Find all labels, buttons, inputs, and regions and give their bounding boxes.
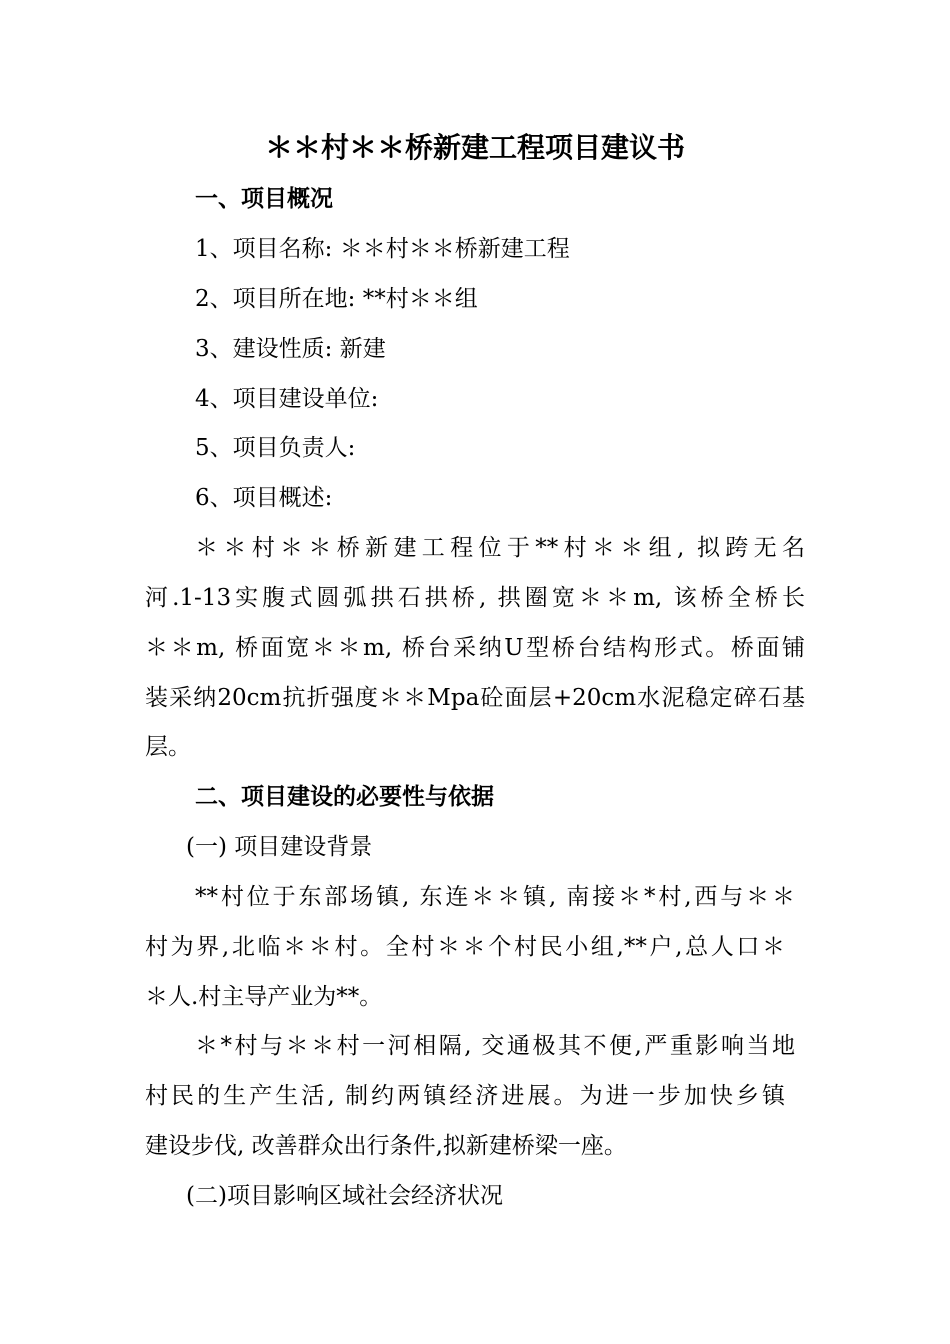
- overview-line: 装采纳20cm抗折强度＊＊Mpa砼面层+20cm水泥稳定碎石基: [145, 685, 805, 711]
- background-line: ＊*村与＊＊村一河相隔, 交通极其不便,严重影响当地: [195, 1033, 795, 1059]
- overview-line: 层。: [145, 734, 191, 760]
- section-heading-overview: 一、项目概况: [195, 186, 333, 212]
- background-line: 建设步伐, 改善群众出行条件,拟新建桥梁一座。: [145, 1133, 627, 1159]
- overview-line: 河.1-13实腹式圆弧拱石拱桥, 拱圈宽＊＊m, 该桥全桥长: [145, 585, 805, 611]
- subsection-heading-socioeconomic: (二)项目影响区域社会经济状况: [186, 1183, 503, 1209]
- background-line: 村民的生产生活, 制约两镇经济进展。为进一步加快乡镇: [145, 1083, 785, 1109]
- item-construction-nature: 3、建设性质: 新建: [195, 336, 386, 362]
- item-construction-unit: 4、项目建设单位:: [195, 386, 379, 412]
- section-heading-necessity: 二、项目建设的必要性与依据: [195, 784, 494, 810]
- item-project-location: 2、项目所在地: **村＊＊组: [195, 286, 478, 312]
- item-project-overview-label: 6、项目概述:: [195, 485, 333, 511]
- background-line: ＊人.村主导产业为**。: [145, 984, 383, 1010]
- overview-line: ＊＊村＊＊桥新建工程位于**村＊＊组, 拟跨无名: [195, 535, 805, 561]
- item-project-name: 1、项目名称: ＊＊村＊＊桥新建工程: [195, 236, 570, 262]
- background-line: 村为界,北临＊＊村。全村＊＊个村民小组,**户,总人口＊: [145, 934, 785, 960]
- subsection-heading-background: (一) 项目建设背景: [186, 834, 373, 860]
- item-project-leader: 5、项目负责人:: [195, 435, 356, 461]
- background-line: **村位于东部场镇, 东连＊＊镇, 南接＊*村,西与＊＊: [195, 884, 795, 910]
- overview-line: ＊＊m, 桥面宽＊＊m, 桥台采纳U型桥台结构形式。桥面铺: [145, 635, 805, 661]
- document-title: ＊＊村＊＊桥新建工程项目建议书: [264, 131, 685, 164]
